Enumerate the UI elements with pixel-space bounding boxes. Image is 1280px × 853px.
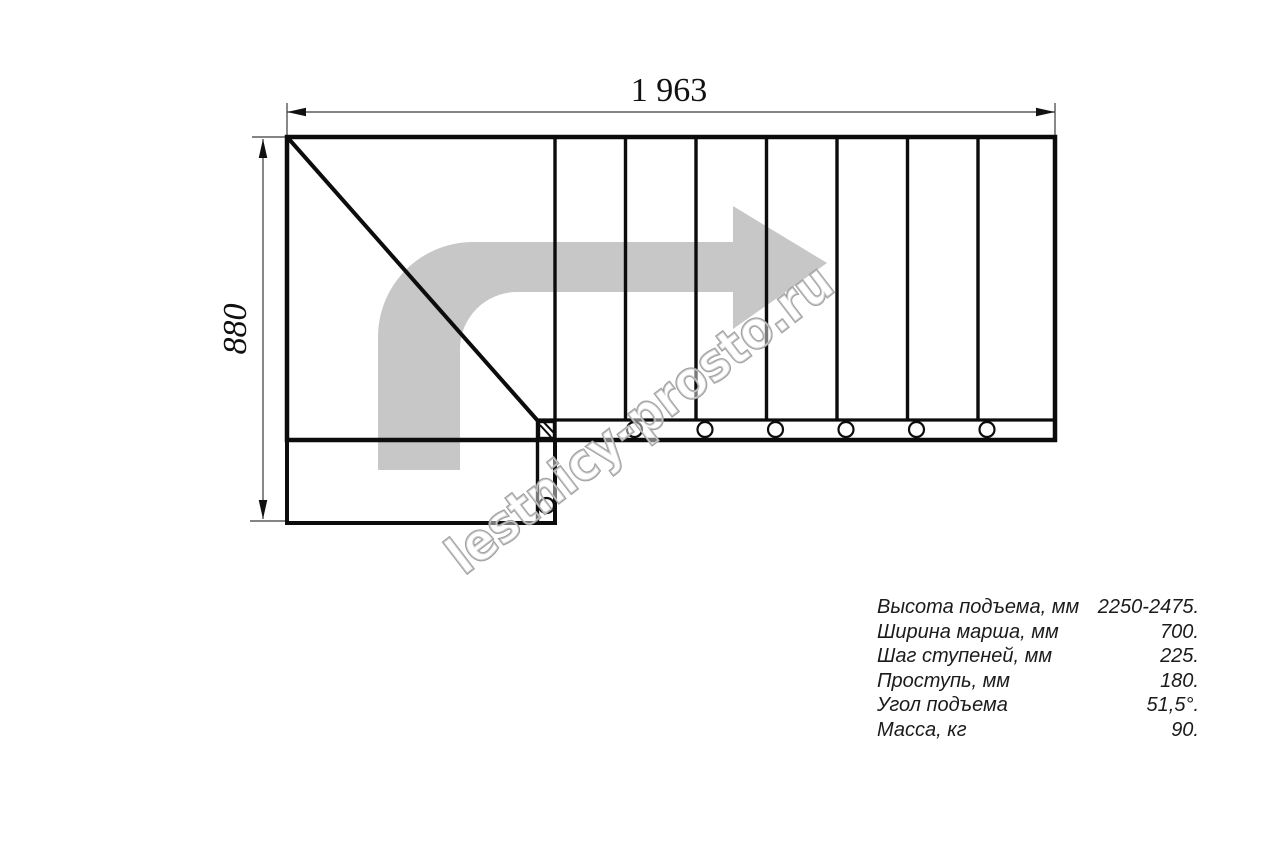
- spec-value: 90.: [1171, 718, 1199, 741]
- spec-label: Угол подъема: [877, 694, 1008, 717]
- tread-circle: [839, 422, 854, 437]
- spec-label: Высота подъема, мм: [877, 596, 1080, 618]
- spec-label: Шаг ступеней, мм: [877, 645, 1053, 668]
- tread-circle: [909, 422, 924, 437]
- tread-circle: [698, 422, 713, 437]
- spec-row-angle: [877, 693, 1199, 718]
- tread-circle: [768, 422, 783, 437]
- spec-table: [877, 595, 1199, 743]
- dimension-left-label: 880: [217, 303, 254, 355]
- spec-value: 51,5°.: [1146, 694, 1199, 717]
- watermark-text: lestnicy-prosto.ru: [435, 220, 887, 587]
- spec-value: 700.: [1160, 620, 1199, 643]
- spec-label: Масса, кг: [877, 718, 967, 741]
- dimension-left: [250, 137, 287, 521]
- dimension-left-arrow-top: [259, 139, 268, 158]
- spec-row-tread: [877, 669, 1199, 694]
- dimension-top-label: 1 963: [630, 72, 708, 109]
- post-hatch-square: [539, 422, 554, 438]
- spec-value: 225.: [1160, 645, 1199, 668]
- spec-row-width: [877, 620, 1199, 645]
- dimension-left-arrow-bottom: [259, 500, 268, 519]
- spec-row-height: [877, 595, 1199, 620]
- spec-row-mass: [877, 718, 1199, 743]
- spec-label: Ширина марша, мм: [877, 620, 1059, 643]
- spec-row-step: [877, 644, 1199, 669]
- dimension-top-arrow-right: [1036, 108, 1055, 117]
- spec-value: 180.: [1160, 669, 1199, 692]
- spec-value: 2250-2475.: [1097, 596, 1199, 618]
- dimension-top-arrow-left: [287, 108, 306, 117]
- tread-circle: [980, 422, 995, 437]
- spec-label: Проступь, мм: [877, 669, 1011, 692]
